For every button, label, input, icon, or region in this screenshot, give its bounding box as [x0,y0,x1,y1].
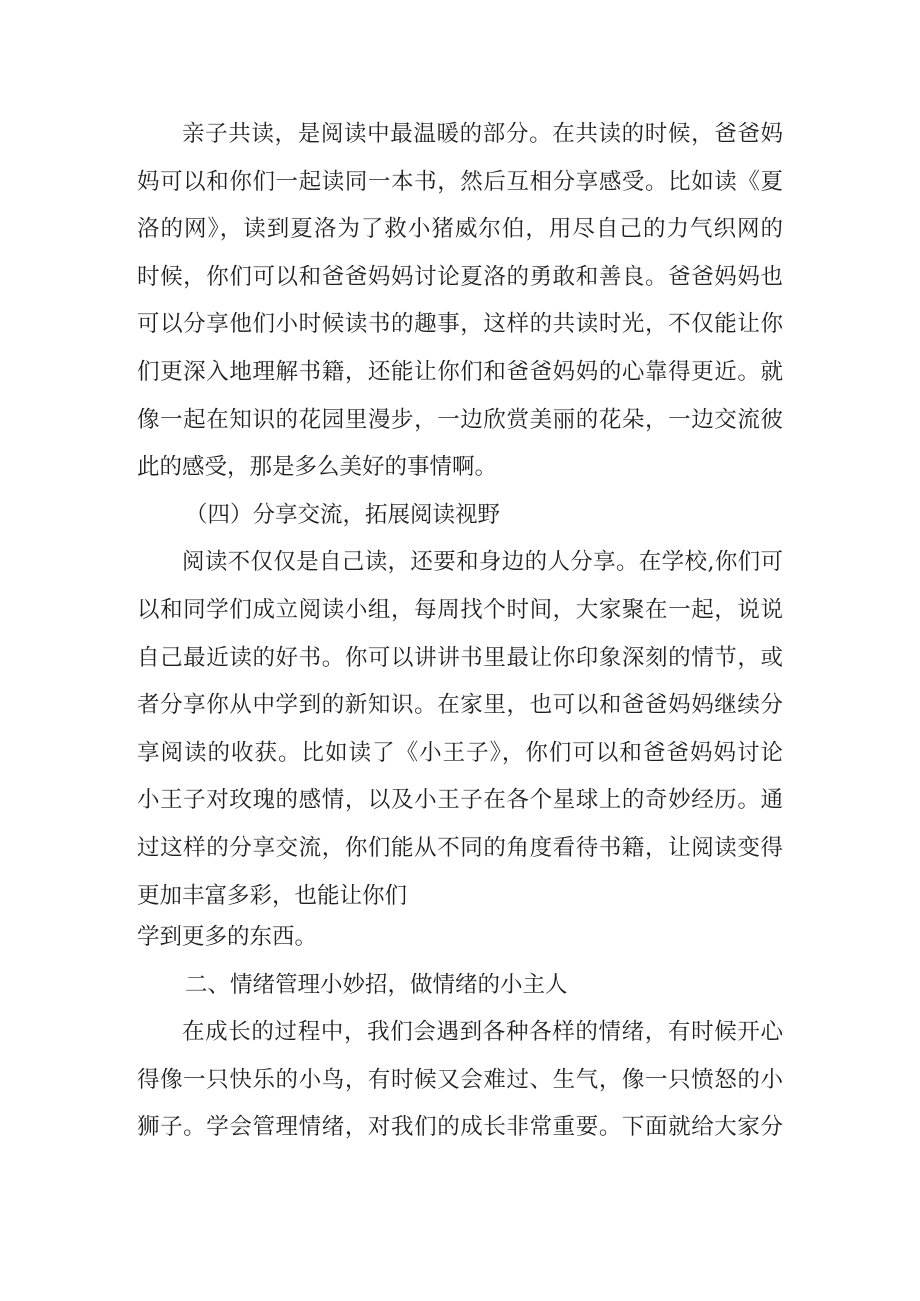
paragraph-line: 亲子共读，是阅读中最温暖的部分。在共读的时候，爸爸妈 [182,121,783,147]
document-page [137,111,783,1152]
paragraph-line: 像一起在知识的花园里漫步，一边欣赏美丽的花朵，一边交流彼 [137,406,783,433]
paragraph-line: 此的感受，那是多么美好的事情啊。 [137,454,498,481]
paragraph-line: 以和同学们成立阅读小组，每周找个时间，大家聚在一起，说说 [137,596,783,623]
paragraph [137,1009,783,1152]
paragraph [137,539,783,961]
paragraph-line: 学到更多的东西。 [137,924,318,951]
paragraph-line: 更加丰富多彩，也能让你们 [137,882,408,909]
paragraph-line: 洛的网》，读到夏洛为了救小猪威尔伯，用尽自己的力气织网的 [137,216,783,243]
paragraph-line: 妈可以和你们一起读同一本书，然后互相分享感受。比如读《夏 [137,168,783,195]
paragraph-line: 可以分享他们小时候读书的趣事，这样的共读时光，不仅能让你 [137,311,783,338]
paragraph-line: 们更深入地理解书籍，还能让你们和爸爸妈妈的心靠得更近。就 [137,358,783,385]
paragraph-line: 时候，你们可以和爸爸妈妈讨论夏洛的勇敢和善良。爸爸妈妈也 [137,263,783,290]
paragraph-line: 阅读不仅仅是自己读，还要和身边的人分享。在学校,你们可 [182,549,783,576]
paragraph-line: 得像一只快乐的小鸟，有时候又会难过、生气，像一只愤怒的小 [137,1066,783,1093]
paragraph [137,111,783,492]
section-heading: （四）分享交流，拓展阅读视野 [185,501,501,528]
paragraph-line: 享阅读的收获。比如读了《小王子》，你们可以和爸爸妈妈讨论 [137,739,783,766]
paragraph-line: 在成长的过程中，我们会遇到各种各样的情绪，有时候开心 [182,1019,783,1046]
paragraph-line: 过这样的分享交流，你们能从不同的角度看待书籍，让阅读变得 [137,834,783,861]
paragraph-line: 自己最近读的好书。你可以讲讲书里最让你印象深刻的情节，或 [137,644,783,671]
paragraph-line: 者分享你从中学到的新知识。在家里，也可以和爸爸妈妈继续分 [137,692,783,719]
section-heading: 二、情绪管理小妙招，做情绪的小主人 [185,971,568,998]
paragraph-line: 小王子对玫瑰的感情，以及小王子在各个星球上的奇妙经历。通 [137,787,783,814]
paragraph-line: 狮子。学会管理情绪，对我们的成长非常重要。下面就给大家分 [137,1114,783,1141]
